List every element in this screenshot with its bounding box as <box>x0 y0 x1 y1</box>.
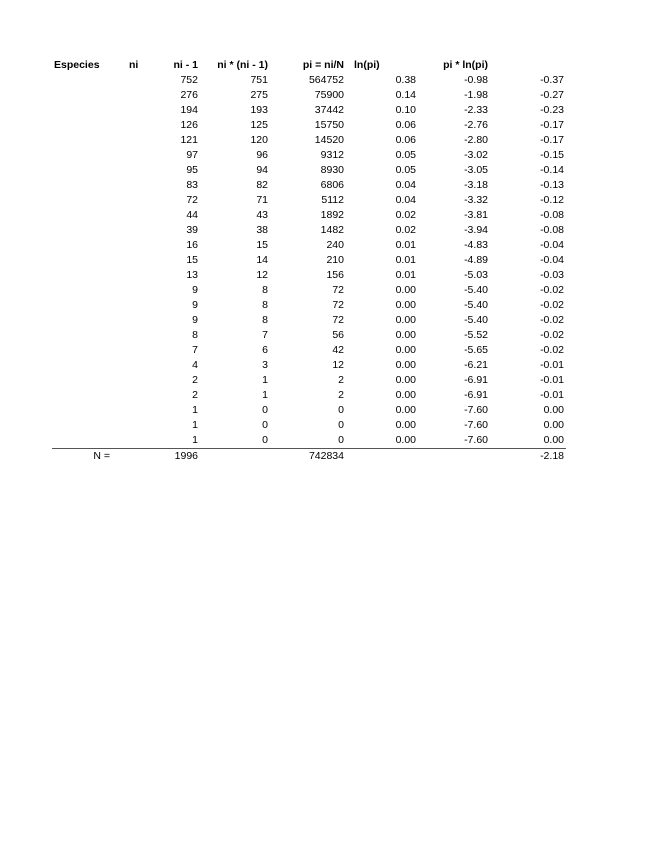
cell-lnpi: -7.60 <box>464 434 488 446</box>
cell-ni: 16 <box>186 239 198 251</box>
cell-lnpi: -2.33 <box>464 104 488 116</box>
cell-pi: 0.38 <box>395 74 416 86</box>
cell-pi: 0.05 <box>395 164 416 176</box>
table-row <box>52 193 566 208</box>
cell-pi: 0.00 <box>395 314 416 326</box>
table-row <box>52 133 566 148</box>
cell-especies <box>52 148 124 163</box>
cell-lnpi: -5.40 <box>464 299 488 311</box>
cell-ni-product: 564752 <box>308 74 344 86</box>
cell-pi-lnpi: -0.04 <box>540 239 564 251</box>
cell-especies <box>52 298 124 313</box>
cell-ni-product: 12 <box>332 359 344 371</box>
cell-ni: 9 <box>192 299 198 311</box>
cell-pi-lnpi: -0.02 <box>540 344 564 356</box>
cell-pi-lnpi: -0.08 <box>540 209 564 221</box>
cell-ni: 1 <box>192 404 198 416</box>
cell-pi: 0.00 <box>395 419 416 431</box>
cell-ni-product: 0 <box>338 434 344 446</box>
cell-pi-lnpi: -0.08 <box>540 224 564 236</box>
table-row <box>52 358 566 373</box>
cell-pi: 0.00 <box>395 329 416 341</box>
cell-ni: 13 <box>186 269 198 281</box>
cell-ni-product: 1482 <box>320 224 344 236</box>
cell-pi: 0.00 <box>395 344 416 356</box>
cell-lnpi: -7.60 <box>464 419 488 431</box>
cell-ni-minus-1: 94 <box>256 164 268 176</box>
cell-pi: 0.06 <box>395 119 416 131</box>
cell-ni-product: 72 <box>332 299 344 311</box>
table-row <box>52 103 566 118</box>
cell-lnpi: -2.80 <box>464 134 488 146</box>
cell-especies <box>52 358 124 373</box>
cell-ni-minus-1: 3 <box>262 359 268 371</box>
cell-especies <box>52 193 124 208</box>
cell-ni-minus-1: 82 <box>256 179 268 191</box>
cell-pi: 0.00 <box>395 404 416 416</box>
cell-ni-minus-1: 7 <box>262 329 268 341</box>
cell-especies <box>52 73 124 88</box>
cell-pi-lnpi: -0.04 <box>540 254 564 266</box>
cell-pi: 0.05 <box>395 149 416 161</box>
cell-pi-lnpi: -0.01 <box>540 359 564 371</box>
cell-ni-product: 14520 <box>314 134 344 146</box>
cell-ni: 44 <box>186 209 198 221</box>
header-ni: ni <box>129 59 139 71</box>
cell-pi: 0.02 <box>395 224 416 236</box>
cell-ni-product: 1892 <box>320 209 344 221</box>
table-row <box>52 178 566 193</box>
cell-ni-minus-1: 1 <box>262 389 268 401</box>
cell-ni-product: 8930 <box>320 164 344 176</box>
cell-pi-lnpi: -0.15 <box>540 149 564 161</box>
cell-ni-minus-1: 0 <box>262 404 268 416</box>
cell-ni: 4 <box>192 359 198 371</box>
cell-ni-minus-1: 12 <box>256 269 268 281</box>
cell-especies <box>52 373 124 388</box>
cell-ni: 9 <box>192 284 198 296</box>
cell-ni: 8 <box>192 329 198 341</box>
cell-especies <box>52 403 124 418</box>
cell-pi: 0.04 <box>395 179 416 191</box>
cell-pi: 0.00 <box>395 434 416 446</box>
cell-ni-minus-1: 1 <box>262 374 268 386</box>
cell-pi-lnpi: 0.00 <box>543 434 564 446</box>
cell-ni-product: 240 <box>326 239 344 251</box>
cell-pi-lnpi: -0.12 <box>540 194 564 206</box>
cell-pi-lnpi: -0.01 <box>540 374 564 386</box>
cell-lnpi: -3.02 <box>464 149 488 161</box>
cell-ni-product: 72 <box>332 314 344 326</box>
cell-ni-product: 15750 <box>314 119 344 131</box>
cell-especies <box>52 283 124 298</box>
cell-pi: 0.00 <box>395 359 416 371</box>
table-row <box>52 343 566 358</box>
total-empty <box>200 449 270 465</box>
table-row <box>52 223 566 238</box>
cell-ni-product: 5112 <box>321 194 344 206</box>
table-row <box>52 253 566 268</box>
cell-pi-lnpi: -0.02 <box>540 299 564 311</box>
total-empty <box>418 449 490 465</box>
table-row <box>52 238 566 253</box>
cell-pi: 0.01 <box>395 239 416 251</box>
cell-especies <box>52 418 124 433</box>
cell-lnpi: -6.91 <box>464 389 488 401</box>
cell-ni-product: 75900 <box>314 89 344 101</box>
cell-ni-minus-1: 15 <box>256 239 268 251</box>
cell-pi: 0.06 <box>395 134 416 146</box>
table-row <box>52 418 566 433</box>
cell-especies <box>52 328 124 343</box>
cell-lnpi: -5.40 <box>464 314 488 326</box>
cell-ni-minus-1: 8 <box>262 314 268 326</box>
total-product-sum: 742834 <box>270 449 346 465</box>
cell-ni-product: 0 <box>338 404 344 416</box>
cell-lnpi: -3.05 <box>464 164 488 176</box>
cell-ni: 2 <box>192 374 198 386</box>
cell-lnpi: -3.81 <box>464 209 488 221</box>
cell-ni-minus-1: 6 <box>262 344 268 356</box>
table-row <box>52 433 566 449</box>
cell-lnpi: -5.65 <box>464 344 488 356</box>
diversity-table <box>52 58 566 464</box>
cell-pi-lnpi: -0.03 <box>540 269 564 281</box>
cell-ni: 15 <box>186 254 198 266</box>
header-especies <box>52 58 139 73</box>
cell-ni-product: 42 <box>332 344 344 356</box>
cell-ni-minus-1: 8 <box>262 299 268 311</box>
header-especies-label: Especies <box>54 59 100 71</box>
cell-pi-lnpi: 0.00 <box>543 404 564 416</box>
cell-pi: 0.10 <box>395 104 416 116</box>
table-row <box>52 148 566 163</box>
cell-ni-minus-1: 8 <box>262 284 268 296</box>
cell-ni-product: 56 <box>332 329 344 341</box>
cell-pi: 0.00 <box>395 374 416 386</box>
cell-pi: 0.00 <box>395 389 416 401</box>
table-row <box>52 298 566 313</box>
cell-ni-minus-1: 275 <box>250 89 268 101</box>
cell-especies <box>52 253 124 268</box>
cell-pi: 0.04 <box>395 194 416 206</box>
cell-ni: 1 <box>192 419 198 431</box>
cell-ni-minus-1: 120 <box>250 134 268 146</box>
cell-lnpi: -5.52 <box>464 329 488 341</box>
cell-pi-lnpi: -0.17 <box>540 119 564 131</box>
cell-ni-minus-1: 0 <box>262 434 268 446</box>
cell-ni-minus-1: 43 <box>256 209 268 221</box>
cell-pi: 0.00 <box>395 284 416 296</box>
cell-ni-product: 37442 <box>314 104 344 116</box>
cell-ni-product: 6806 <box>320 179 344 191</box>
table-row <box>52 88 566 103</box>
cell-especies <box>52 103 124 118</box>
cell-ni: 9 <box>192 314 198 326</box>
cell-ni-product: 2 <box>338 374 344 386</box>
cell-especies <box>52 343 124 358</box>
cell-pi: 0.14 <box>395 89 416 101</box>
cell-ni-minus-1: 0 <box>262 419 268 431</box>
cell-pi-lnpi: 0.00 <box>543 419 564 431</box>
cell-lnpi: -3.94 <box>464 224 488 236</box>
header-row <box>52 58 566 73</box>
cell-ni-product: 156 <box>326 269 344 281</box>
table-row <box>52 208 566 223</box>
table-row <box>52 283 566 298</box>
table-row <box>52 388 566 403</box>
totals-row <box>52 449 566 465</box>
table-row <box>52 373 566 388</box>
cell-ni-minus-1: 125 <box>250 119 268 131</box>
cell-lnpi: -0.98 <box>464 74 488 86</box>
total-n: 1996 <box>124 449 200 465</box>
header-ni-minus-1: ni - 1 <box>173 59 198 71</box>
cell-lnpi: -6.21 <box>464 359 488 371</box>
cell-lnpi: -1.98 <box>464 89 488 101</box>
cell-ni: 83 <box>186 179 198 191</box>
cell-lnpi: -3.18 <box>464 179 488 191</box>
cell-lnpi: -3.32 <box>464 194 488 206</box>
cell-pi-lnpi: -0.02 <box>540 329 564 341</box>
cell-lnpi: -4.83 <box>464 239 488 251</box>
cell-pi-lnpi: -0.14 <box>540 164 564 176</box>
cell-ni-minus-1: 14 <box>256 254 268 266</box>
cell-lnpi: -7.60 <box>464 404 488 416</box>
cell-lnpi: -5.03 <box>464 269 488 281</box>
cell-especies <box>52 208 124 223</box>
cell-ni: 126 <box>180 119 198 131</box>
cell-especies <box>52 178 124 193</box>
cell-ni-product: 0 <box>338 419 344 431</box>
cell-pi-lnpi: -0.02 <box>540 314 564 326</box>
cell-ni-minus-1: 193 <box>250 104 268 116</box>
cell-especies <box>52 238 124 253</box>
cell-ni-minus-1: 96 <box>256 149 268 161</box>
header-ni-product: ni * (ni - 1) <box>217 59 268 71</box>
cell-ni: 194 <box>180 104 198 116</box>
table-row <box>52 73 566 88</box>
cell-ni: 39 <box>186 224 198 236</box>
cell-lnpi: -4.89 <box>464 254 488 266</box>
cell-ni: 95 <box>186 164 198 176</box>
table-row <box>52 313 566 328</box>
cell-ni: 97 <box>186 149 198 161</box>
table-row <box>52 118 566 133</box>
cell-ni-minus-1: 751 <box>250 74 268 86</box>
cell-pi-lnpi: -0.02 <box>540 284 564 296</box>
table-row <box>52 328 566 343</box>
cell-especies <box>52 433 124 449</box>
table-body <box>52 73 566 449</box>
cell-ni: 2 <box>192 389 198 401</box>
cell-especies <box>52 388 124 403</box>
cell-ni-minus-1: 38 <box>256 224 268 236</box>
cell-pi-lnpi: -0.23 <box>540 104 564 116</box>
cell-pi-lnpi: -0.01 <box>540 389 564 401</box>
header-pi-lnpi: pi * ln(pi) <box>443 59 488 71</box>
cell-ni: 7 <box>192 344 198 356</box>
cell-lnpi: -6.91 <box>464 374 488 386</box>
cell-ni: 1 <box>192 434 198 446</box>
cell-especies <box>52 118 124 133</box>
cell-ni-product: 2 <box>338 389 344 401</box>
cell-pi: 0.00 <box>395 299 416 311</box>
cell-pi-lnpi: -0.13 <box>540 179 564 191</box>
table-row <box>52 403 566 418</box>
cell-pi: 0.01 <box>395 269 416 281</box>
cell-ni: 752 <box>180 74 198 86</box>
cell-ni-product: 72 <box>332 284 344 296</box>
cell-especies <box>52 268 124 283</box>
cell-especies <box>52 133 124 148</box>
cell-ni-minus-1: 71 <box>256 194 268 206</box>
header-pi: pi = ni/N <box>302 59 344 71</box>
cell-ni: 276 <box>180 89 198 101</box>
total-h: -2.18 <box>490 449 566 465</box>
total-empty <box>346 449 418 465</box>
cell-especies <box>52 163 124 178</box>
cell-lnpi: -5.40 <box>464 284 488 296</box>
cell-pi-lnpi: -0.17 <box>540 134 564 146</box>
cell-ni: 72 <box>186 194 198 206</box>
cell-pi-lnpi: -0.27 <box>540 89 564 101</box>
cell-ni: 121 <box>180 134 198 146</box>
cell-pi: 0.01 <box>395 254 416 266</box>
cell-ni-product: 210 <box>326 254 344 266</box>
table-row <box>52 268 566 283</box>
cell-especies <box>52 88 124 103</box>
total-label: N = <box>52 449 124 465</box>
cell-lnpi: -2.76 <box>464 119 488 131</box>
cell-especies <box>52 223 124 238</box>
cell-pi-lnpi: -0.37 <box>540 74 564 86</box>
header-lnpi: ln(pi) <box>354 59 380 71</box>
cell-ni-product: 9312 <box>320 149 344 161</box>
cell-pi: 0.02 <box>395 209 416 221</box>
cell-especies <box>52 313 124 328</box>
table-row <box>52 163 566 178</box>
